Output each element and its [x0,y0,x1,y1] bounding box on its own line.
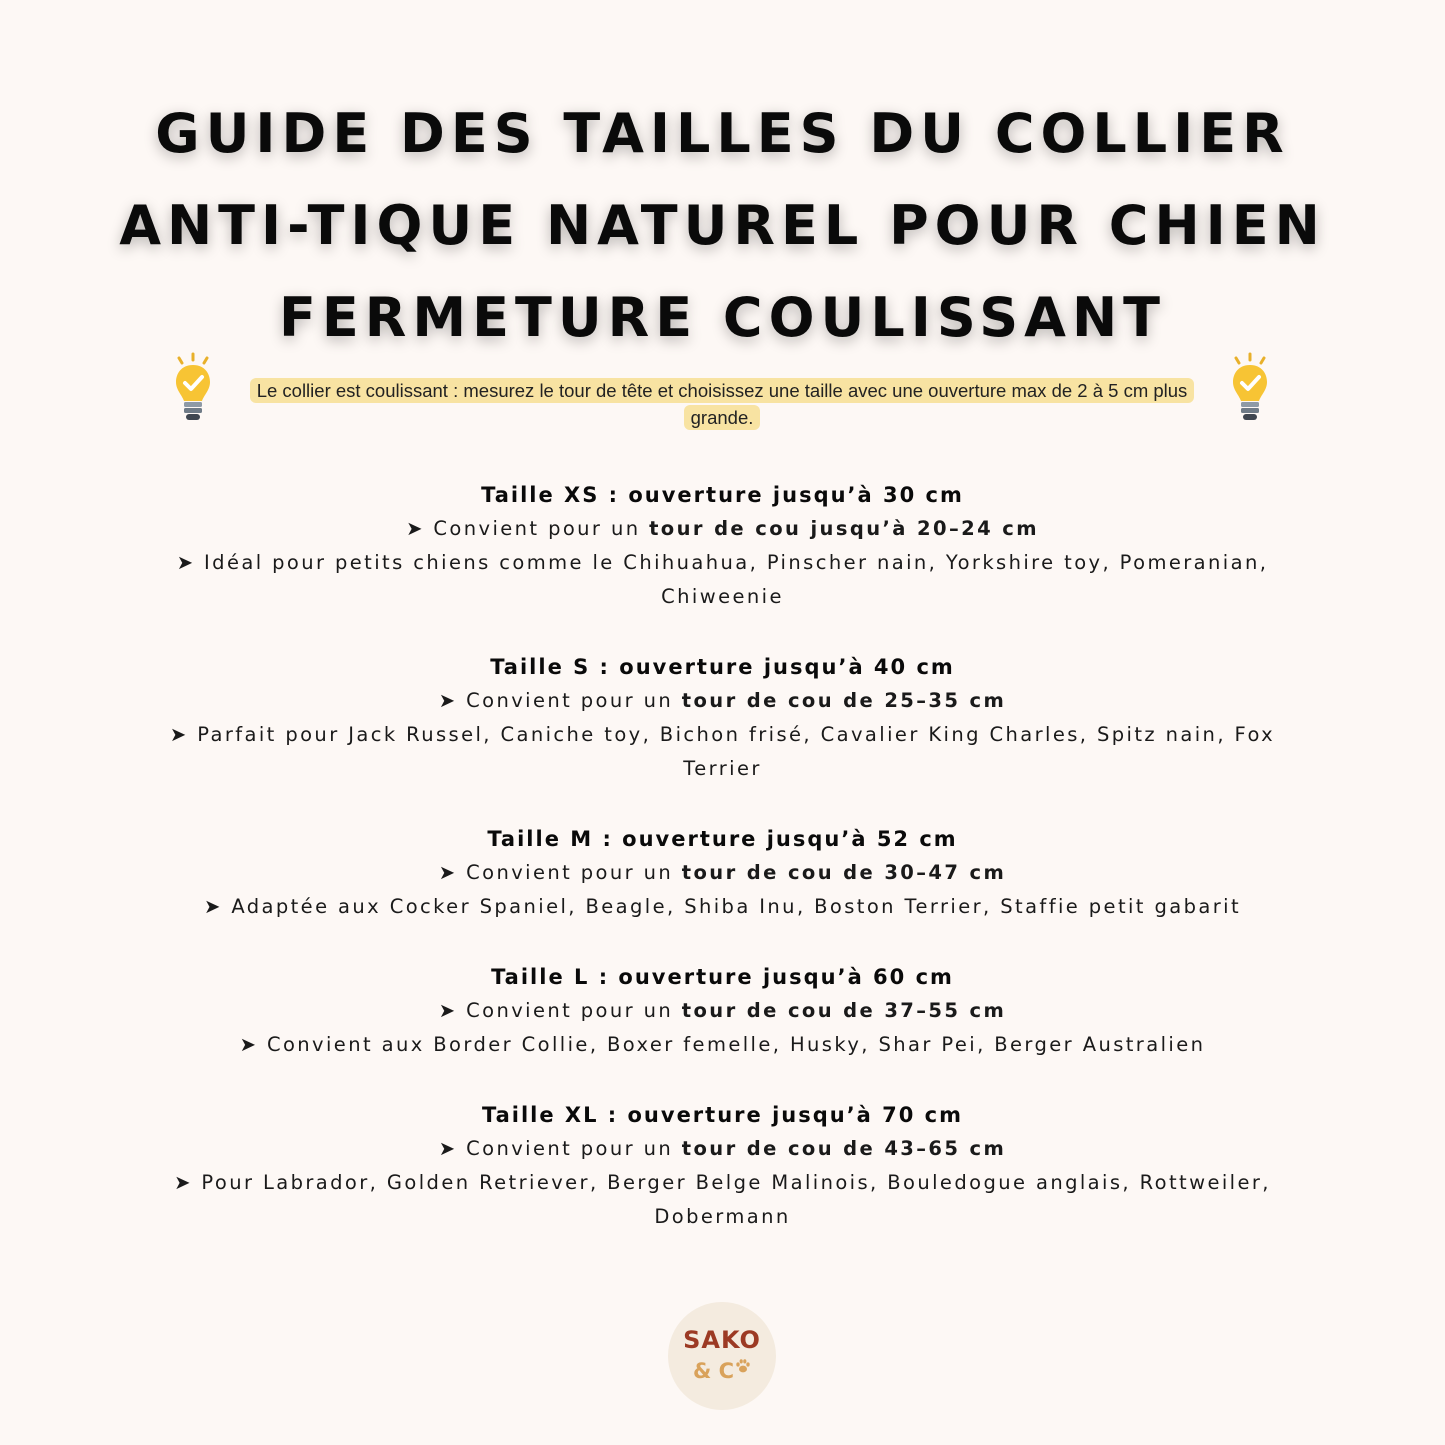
title-line-3: FERMETURE COULISSANT [279,286,1166,349]
size-xs [133,478,1313,614]
lightbulb-check-icon [171,352,215,424]
tip-highlight: Le collier est coulissant : mesurez le tour de tête et choisissez une taille avec une ouverture max de 2 à 5 cm plus grande. [250,378,1195,430]
size-fit: ➤ Convient pour un tour de cou de 37–55 cm [438,999,1007,1022]
size-breeds: ➤ Convient aux Border Collie, Boxer femelle, Husky, Shar Pei, Berger Australien [239,1033,1206,1056]
logo-wordmark: SAKO [683,1326,761,1354]
paw-icon [735,1358,751,1374]
size-fit: ➤ Convient pour un tour de cou de 25–35 cm [438,689,1007,712]
size-fit: ➤ Convient pour un tour de cou jusqu’à 20–24 cm [406,517,1039,540]
logo-subtext: & C [668,1358,776,1383]
page-title [0,88,1445,364]
size-heading: Taille L : ouverture jusqu’à 60 cm [491,965,954,989]
size-s [133,650,1313,786]
size-breeds: ➤ Pour Labrador, Golden Retriever, Berger Belge Malinois, Bouledogue anglais, Rottweiler, Dobermann [174,1171,1271,1228]
size-m [133,822,1313,924]
brand-logo [668,1302,776,1410]
size-heading: Taille M : ouverture jusqu’à 52 cm [487,827,958,851]
size-heading: Taille XS : ouverture jusqu’à 30 cm [481,483,964,507]
tip-text [232,377,1212,431]
title-line-1: GUIDE DES TAILLES DU COLLIER [155,102,1290,165]
size-heading: Taille XL : ouverture jusqu’à 70 cm [481,1103,964,1127]
size-breeds: ➤ Adaptée aux Cocker Spaniel, Beagle, Shiba Inu, Boston Terrier, Staffie petit gabarit [203,895,1241,918]
size-fit: ➤ Convient pour un tour de cou de 43–65 cm [438,1137,1007,1160]
size-breeds: ➤ Parfait pour Jack Russel, Caniche toy, Bichon frisé, Cavalier King Charles, Spitz nain, Fox Terrier [169,723,1276,780]
size-heading: Taille S : ouverture jusqu’à 40 cm [490,655,955,679]
title-line-2: ANTI-TIQUE NATUREL POUR CHIEN [119,194,1326,257]
size-l [133,960,1313,1062]
size-breeds: ➤ Idéal pour petits chiens comme le Chihuahua, Pinscher nain, Yorkshire toy, Pomeranian, Chiweenie [176,551,1269,608]
lightbulb-check-icon [1228,352,1272,424]
size-list [0,478,1445,1270]
size-xl [133,1098,1313,1234]
tip-banner [0,350,1445,440]
size-fit: ➤ Convient pour un tour de cou de 30–47 cm [438,861,1007,884]
